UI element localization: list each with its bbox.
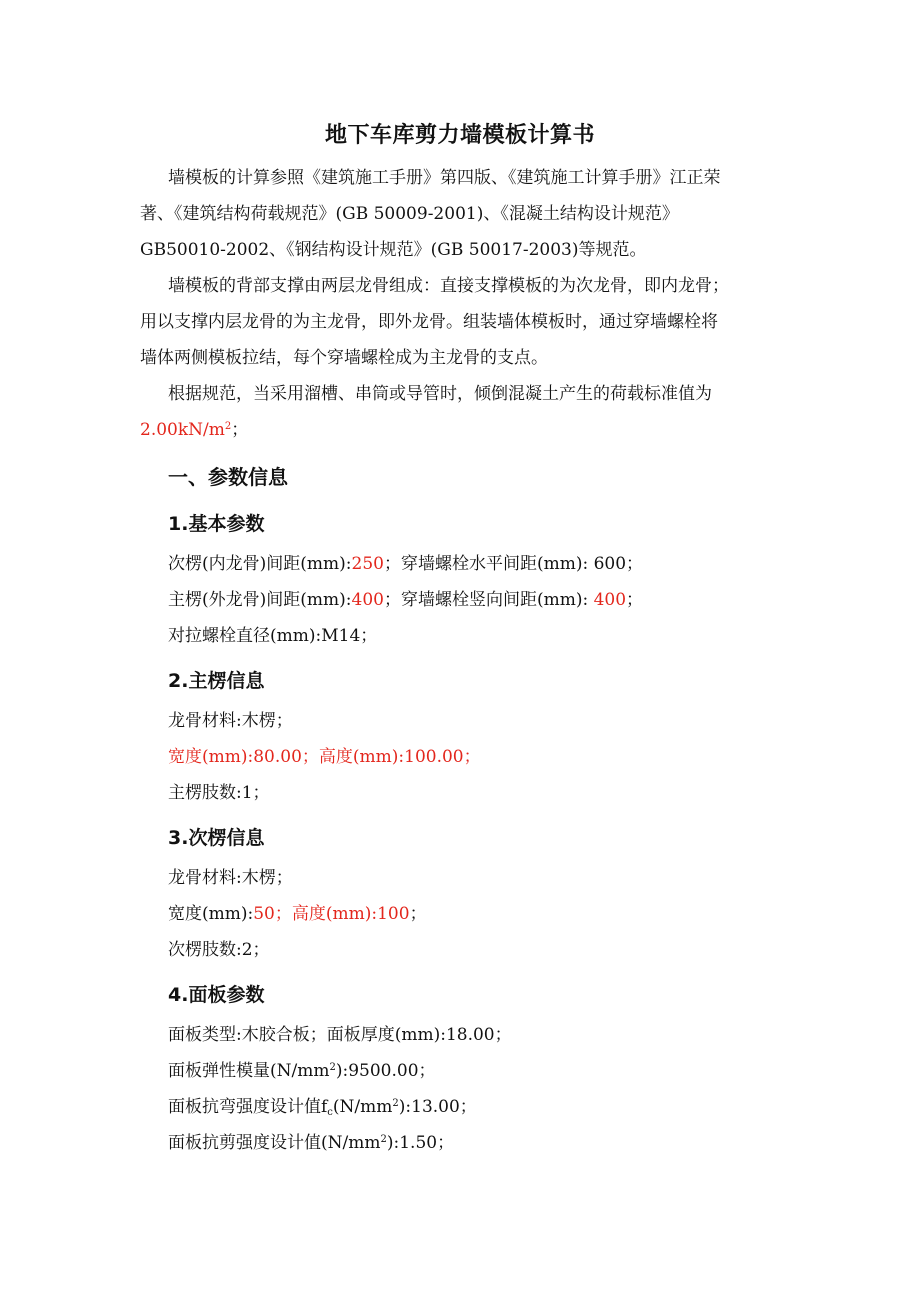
panel-bending-value: ):13.00； bbox=[398, 1097, 477, 1117]
panel-bending-unit: (N/mm bbox=[332, 1097, 393, 1117]
main-joist-material: 龙骨材料:木楞； bbox=[168, 711, 293, 731]
main-joist-count: 主楞肢数:1； bbox=[168, 783, 270, 803]
panel-shear bbox=[168, 1131, 454, 1155]
basic-l2-value: 400 bbox=[351, 590, 384, 610]
intro-p2-line3: 墙体两侧模板拉结，每个穿墙螺栓成为主龙骨的支点。 bbox=[140, 348, 548, 368]
subheading-panel: 4.面板参数 bbox=[168, 984, 265, 1006]
basic-l2-rest: ；穿墙螺栓竖向间距(mm): bbox=[383, 590, 594, 610]
basic-line2 bbox=[168, 588, 643, 612]
basic-l2-label: 主楞(外龙骨)间距(mm): bbox=[168, 590, 352, 610]
panel-bending-sub: c bbox=[327, 1107, 333, 1118]
panel-modulus-value: ):9500.00； bbox=[335, 1061, 436, 1081]
intro-p2-line2: 用以支撑内层龙骨的为主龙骨，即外龙骨。组装墙体模板时，通过穿墙螺栓将 bbox=[140, 312, 718, 332]
sub-joist-end: ； bbox=[409, 904, 427, 924]
main-joist-size: 宽度(mm):80.00；高度(mm):100.00； bbox=[168, 747, 481, 767]
panel-shear-label: 面板抗剪强度设计值(N/mm bbox=[168, 1133, 381, 1153]
subheading-basic: 1.基本参数 bbox=[168, 513, 265, 535]
basic-l1-label: 次楞(内龙骨)间距(mm): bbox=[168, 554, 352, 574]
panel-bending-label: 面板抗弯强度设计值f bbox=[168, 1097, 328, 1117]
panel-modulus-label: 面板弹性模量(N/mm bbox=[168, 1061, 330, 1081]
subheading-sub-joist: 3.次楞信息 bbox=[168, 827, 265, 849]
basic-l2-end: ； bbox=[626, 590, 644, 610]
panel-modulus bbox=[168, 1059, 436, 1083]
intro-p1-line1: 墙模板的计算参照《建筑施工手册》第四版、《建筑施工计算手册》江正荣 bbox=[168, 168, 721, 188]
basic-l1-value: 250 bbox=[351, 554, 384, 574]
subheading-main-joist: 2.主楞信息 bbox=[168, 670, 265, 692]
sub-joist-height: ；高度(mm):100 bbox=[274, 904, 410, 924]
document-title: 地下车库剪力墙模板计算书 bbox=[324, 123, 595, 148]
load-unit-sup: 2 bbox=[224, 421, 232, 432]
basic-l1-rest: ；穿墙螺栓水平间距(mm): 600； bbox=[383, 554, 644, 574]
intro-p3-line1: 根据规范，当采用溜槽、串筒或导管时，倾倒混凝土产生的荷载标准值为 bbox=[168, 384, 712, 404]
sub-joist-width-label: 宽度(mm): bbox=[168, 904, 254, 924]
panel-shear-sup: 2 bbox=[380, 1134, 387, 1145]
sub-joist-size bbox=[168, 902, 427, 926]
sub-joist-width-value: 50 bbox=[253, 904, 275, 924]
intro-p1-line3: GB50010-2002、《钢结构设计规范》(GB 50017-2003)等规范。 bbox=[140, 240, 647, 260]
panel-modulus-sup: 2 bbox=[329, 1062, 336, 1073]
intro-p2-line1: 墙模板的背部支撑由两层龙骨组成：直接支撑模板的为次龙骨，即内龙骨； bbox=[168, 276, 729, 296]
sub-joist-material: 龙骨材料:木楞； bbox=[168, 868, 293, 888]
basic-l2-value2: 400 bbox=[593, 590, 627, 610]
panel-bending-sup: 2 bbox=[392, 1098, 399, 1109]
load-value: 2.00kN/m bbox=[140, 420, 225, 440]
panel-type: 面板类型:木胶合板；面板厚度(mm):18.00； bbox=[168, 1025, 512, 1045]
intro-p3-line2 bbox=[140, 418, 248, 442]
panel-shear-value: ):1.50； bbox=[386, 1133, 455, 1153]
panel-bending bbox=[168, 1095, 477, 1119]
sub-joist-count: 次楞肢数:2； bbox=[168, 940, 270, 960]
intro-p1-line2: 著、《建筑结构荷载规范》(GB 50009-2001)、《混凝土结构设计规范》 bbox=[140, 204, 679, 224]
section-heading-params: 一、参数信息 bbox=[168, 465, 288, 489]
basic-line1 bbox=[168, 552, 643, 576]
load-end: ； bbox=[231, 420, 249, 440]
basic-line3: 对拉螺栓直径(mm):M14； bbox=[168, 626, 378, 646]
